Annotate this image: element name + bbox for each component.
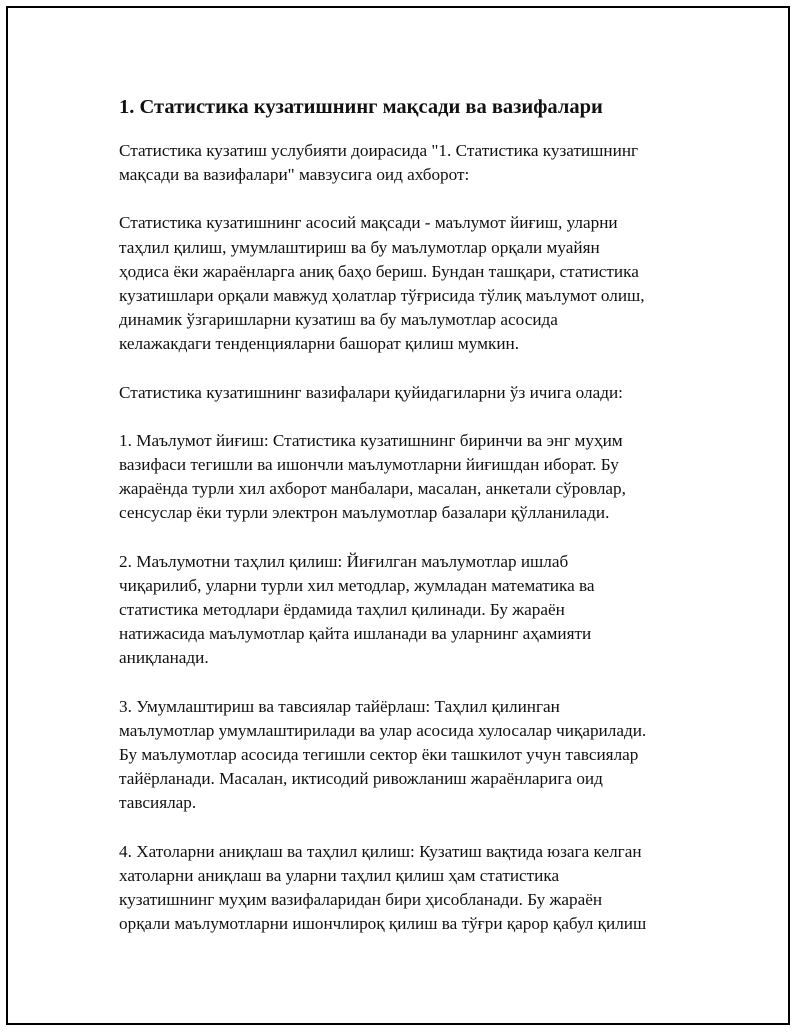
paragraph [119, 139, 699, 187]
paragraph-line: кузатишлари орқали мавжуд ҳолатлар тўғрисида тўлиқ маълумот олиш, [119, 286, 645, 306]
paragraph [119, 840, 699, 937]
paragraph-line: аниқланади. [119, 648, 209, 668]
paragraph-line: тайёрланади. Масалан, иктисодий ривожланиш жараёнларига оид [119, 769, 603, 789]
paragraph-line: Бу маълумотлар асосида тегишли сектор ёки ташкилот учун тавсиялар [119, 745, 639, 765]
paragraph-line: таҳлил қилиш, умумлаштириш ва бу маълумотлар орқали муайян [119, 237, 600, 257]
paragraph-line: 1. Маълумот йиғиш: Статистика кузатишнинг биринчи ва энг муҳим [119, 430, 623, 450]
paragraph-line: статистика методлари ёрдамида таҳлил қилинади. Бу жараён [119, 600, 565, 620]
paragraph-list [119, 139, 699, 936]
paragraph-line: мақсади ва вазифалари" мавзусига оид ахборот: [119, 165, 470, 185]
paragraph-line: натижасида маълумотлар қайта ишланади ва уларнинг аҳамияти [119, 624, 592, 644]
paragraph [119, 695, 699, 816]
paragraph-line: Статистика кузатишнинг асосий мақсади - маълумот йиғиш, уларни [119, 213, 618, 233]
paragraph-line: орқали маълумотларни ишончлироқ қилиш ва тўғри қарор қабул қилиш [119, 914, 647, 934]
paragraph-line: Статистика кузатиш услубияти доирасида "1. Статистика кузатишнинг [119, 141, 639, 160]
paragraph [119, 429, 699, 526]
paragraph-line: тавсиялар. [119, 793, 197, 813]
paragraph-line: Статистика кузатишнинг вазифалари қуйидагиларни ўз ичига олади: [119, 382, 623, 402]
paragraph-line: келажакдаги тенденцияларни башорат қилиш мумкин. [119, 334, 520, 354]
paragraph-line: чиқарилиб, уларни турли хил методлар, жумладан математика ва [119, 575, 595, 595]
paragraph [119, 211, 699, 356]
paragraph-line: кузатишнинг муҳим вазифаларидан бири ҳисобланади. Бу жараён [119, 890, 603, 910]
paragraph-line: динамик ўзгаришларни кузатиш ва бу маълумотлар асосида [119, 310, 558, 330]
paragraph-line: маълумотлар умумлаштирилади ва улар асосида хулосалар чиқарилади. [119, 720, 647, 740]
paragraph-line: 2. Маълумотни таҳлил қилиш: Йиғилган маълумотлар ишлаб [119, 551, 569, 571]
document-page [6, 6, 790, 1025]
paragraph-line: 4. Хатоларни аниқлаш ва таҳлил қилиш: Кузатиш вақтида юзага келган [119, 841, 642, 861]
paragraph-line: вазифаси тегишли ва ишончли маълумотларни йиғишдан иборат. Бу [119, 455, 619, 475]
paragraph-line: жараёнда турли хил ахборот манбалари, масалан, анкетали сўровлар, [119, 479, 626, 499]
paragraph-line: хатоларни аниқлаш ва уларни таҳлил қилиш ҳам статистика [119, 865, 560, 885]
document-body [119, 94, 699, 960]
paragraph-line: сенсуслар ёки турли электрон маълумотлар базалари қўлланилади. [119, 503, 610, 523]
document-heading: 1. Статистика кузатишнинг мақсади ва вазифалари [119, 96, 603, 118]
paragraph-line: 3. Умумлаштириш ва тавсиялар тайёрлаш: Таҳлил қилинган [119, 696, 560, 716]
paragraph [119, 550, 699, 671]
paragraph [119, 381, 699, 405]
paragraph-line: ҳодиса ёки жараёнларга аниқ баҳо бериш. Бундан ташқари, статистика [119, 261, 639, 281]
